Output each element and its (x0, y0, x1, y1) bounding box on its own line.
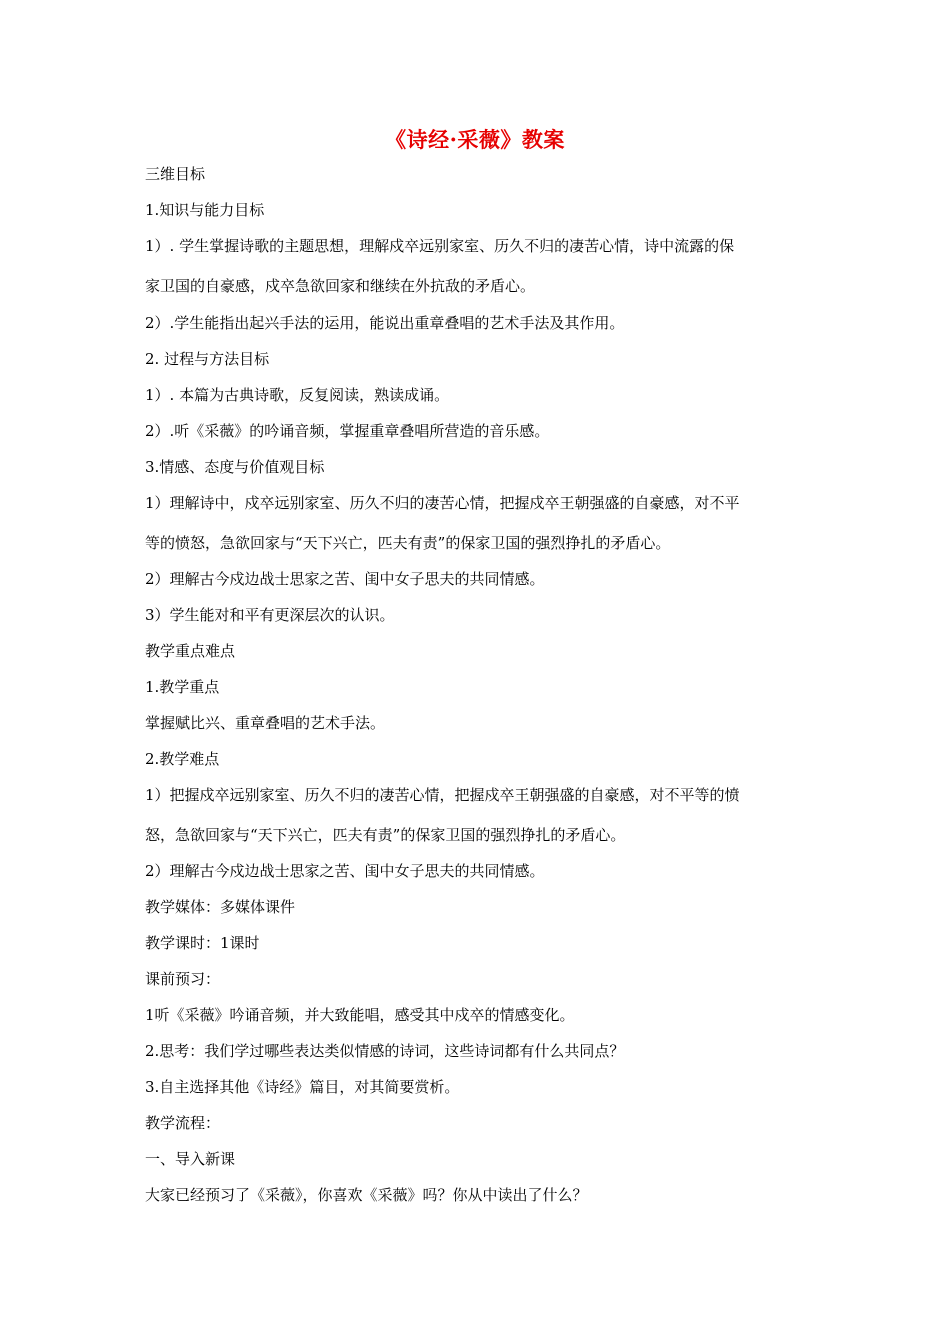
paragraph-line: 家卫国的自豪感，戍卒急欲回家和继续在外抗敌的矛盾心。 (145, 277, 536, 295)
paragraph-line: 怒，急欲回家与“天下兴亡，匹夫有责”的保家卫国的强烈挣扎的矛盾心。 (145, 826, 626, 844)
section-heading-procedure: 教学流程： (145, 1114, 221, 1132)
paragraph-line: 大家已经预习了《采薇》，你喜欢《采薇》吗？你从中读出了什么？ (145, 1186, 588, 1204)
paragraph-line: 等的愤怒，急欲回家与“天下兴亡，匹夫有责”的保家卫国的强烈挣扎的矛盾心。 (145, 534, 671, 552)
paragraph-line: 1）把握戍卒远别家室、历久不归的凄苦心情，把握戍卒王朝强盛的自豪感，对不平等的愤 (145, 786, 740, 804)
subheading-process: 2. 过程与方法目标 (145, 350, 270, 368)
paragraph-line: 2）理解古今戍边战士思家之苦、闺中女子思夫的共同情感。 (145, 862, 545, 880)
paragraph-line: 1听《采薇》吟诵音频，并大致能唱，感受其中戍卒的情感变化。 (145, 1006, 575, 1024)
paragraph-line: 1）. 学生掌握诗歌的主题思想，理解戍卒远别家室、历久不归的凄苦心情，诗中流露的保 (145, 237, 735, 255)
subheading-emotion: 3.情感、态度与价值观目标 (145, 458, 325, 476)
subheading-difficulty: 2.教学难点 (145, 750, 220, 768)
period-line: 教学课时：1课时 (145, 934, 260, 952)
paragraph-line: 掌握赋比兴、重章叠唱的艺术手法。 (145, 714, 386, 732)
paragraph-line: 3）学生能对和平有更深层次的认识。 (145, 606, 395, 624)
media-line: 教学媒体：多媒体课件 (145, 898, 296, 916)
section-heading-preview: 课前预习： (145, 970, 221, 988)
subheading-focus: 1.教学重点 (145, 678, 220, 696)
paragraph-line: 2）.学生能指出起兴手法的运用，能说出重章叠唱的艺术手法及其作用。 (145, 314, 625, 332)
subheading-knowledge: 1.知识与能力目标 (145, 201, 265, 219)
paragraph-line: 2）.听《采薇》的吟诵音频，掌握重章叠唱所营造的音乐感。 (145, 422, 550, 440)
document-title: 《诗经·采薇》教案 (385, 127, 565, 152)
paragraph-line: 1）. 本篇为古典诗歌，反复阅读，熟读成诵。 (145, 386, 450, 404)
paragraph-line: 1）理解诗中，戍卒远别家室、历久不归的凄苦心情，把握戍卒王朝强盛的自豪感，对不平 (145, 494, 740, 512)
subheading-introduction: 一、导入新课 (145, 1150, 236, 1168)
paragraph-line: 2）理解古今戍边战士思家之苦、闺中女子思夫的共同情感。 (145, 570, 545, 588)
section-heading-key-points: 教学重点难点 (145, 642, 236, 660)
section-heading-objectives: 三维目标 (145, 165, 206, 183)
paragraph-line: 3.自主选择其他《诗经》篇目，对其简要赏析。 (145, 1078, 460, 1096)
paragraph-line: 2.思考：我们学过哪些表达类似情感的诗词，这些诗词都有什么共同点？ (145, 1042, 625, 1060)
